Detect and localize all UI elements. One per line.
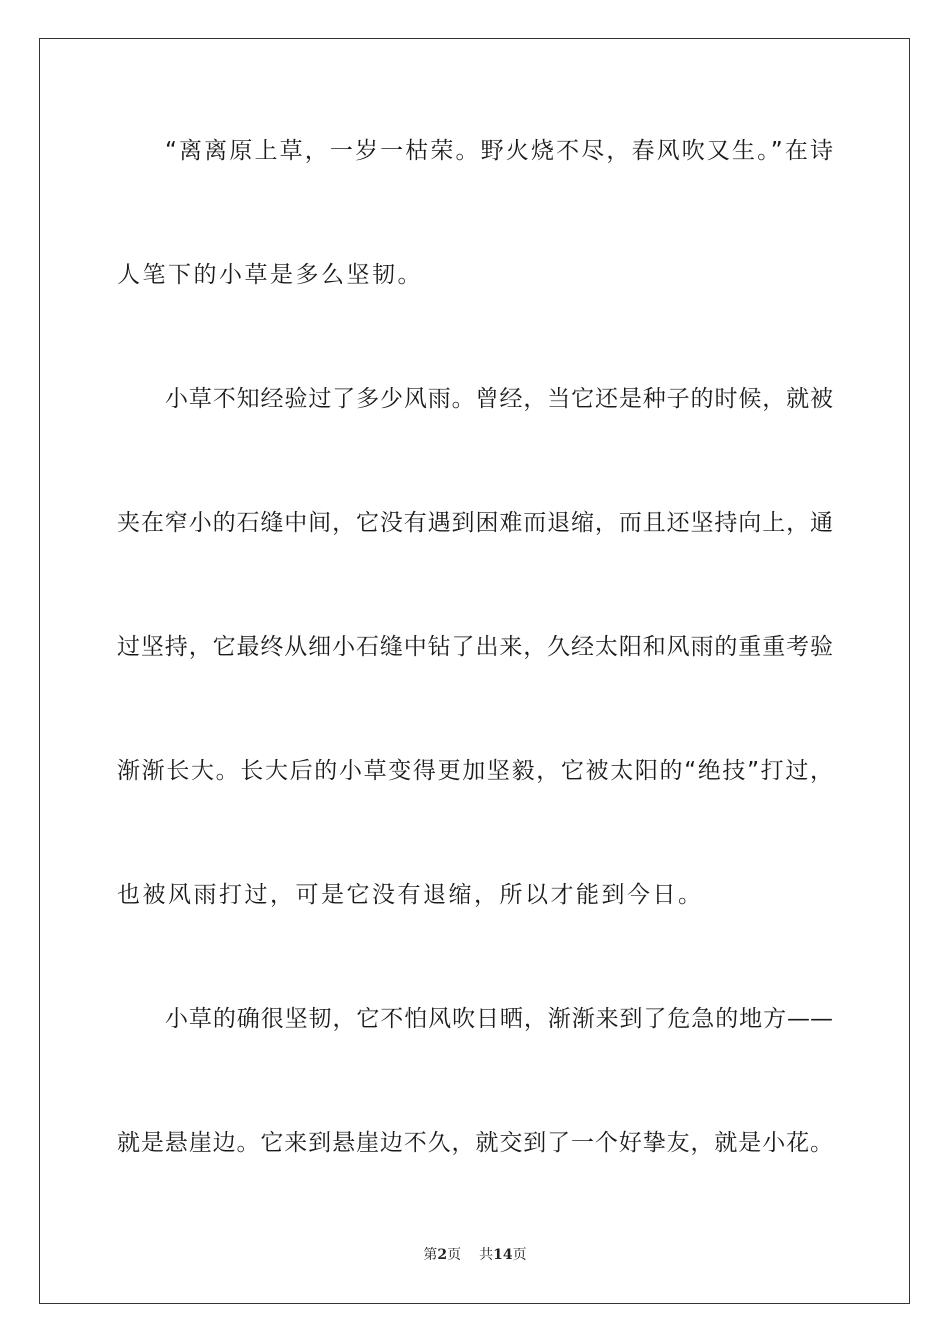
paragraph-2-line-5: 也被风雨打过，可是它没有退缩，所以才能到今日。 bbox=[117, 882, 704, 908]
total-suffix: 页 bbox=[512, 1247, 527, 1263]
page-suffix: 页 bbox=[447, 1247, 462, 1263]
page-number: 2 bbox=[437, 1247, 448, 1263]
paragraph-2-line-1: 小草不知经验过了多少风雨。曾经，当它还是种子的时候，就被 bbox=[165, 386, 833, 412]
paragraph-2-line-4: 渐渐长大。长大后的小草变得更加坚毅，它被太阳的“绝技”打过， bbox=[117, 758, 833, 784]
total-prefix: 共 bbox=[479, 1247, 494, 1263]
total-pages: 14 bbox=[493, 1247, 513, 1263]
paragraph-1-line-2: 人笔下的小草是多么坚韧。 bbox=[117, 262, 423, 288]
page-border bbox=[39, 38, 910, 1304]
paragraph-2-line-2: 夹在窄小的石缝中间，它没有遇到困难而退缩，而且还坚持向上，通 bbox=[117, 510, 833, 536]
page-prefix: 第 bbox=[423, 1247, 438, 1263]
paragraph-2-line-3: 过坚持，它最终从细小石缝中钻了出来，久经太阳和风雨的重重考验 bbox=[117, 634, 833, 660]
paragraph-3-line-2: 就是悬崖边。它来到悬崖边不久，就交到了一个好挚友，就是小花。 bbox=[117, 1130, 833, 1156]
paragraph-3-line-1: 小草的确很坚韧，它不怕风吹日晒，渐渐来到了危急的地方—— bbox=[165, 1006, 833, 1032]
paragraph-1-line-1: “离离原上草，一岁一枯荣。野火烧不尽，春风吹又生。”在诗 bbox=[165, 138, 833, 164]
page-footer bbox=[0, 1246, 950, 1264]
